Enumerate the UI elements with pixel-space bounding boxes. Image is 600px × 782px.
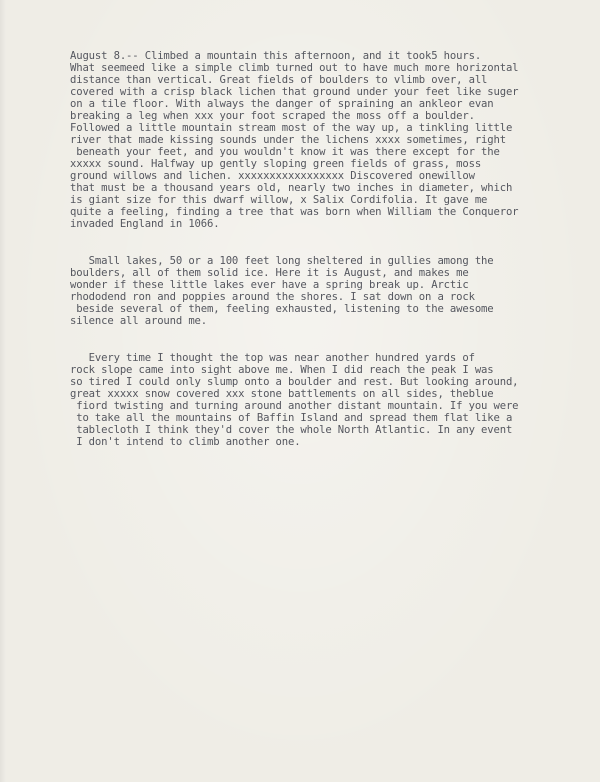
text-line: rock slope came into sight above me. When I did reach the peak I was	[70, 364, 494, 376]
text-line: great xxxxx snow covered xxx stone battlements on all sides, theblue	[70, 388, 494, 400]
text-line: covered with a crisp black lichen that ground under your feet like suger	[70, 86, 519, 98]
text-line: distance than vertical. Great fields of boulders to vlimb over, all	[70, 74, 488, 86]
text-line: I don't intend to climb another one.	[70, 436, 301, 448]
text-line: rhododend ron and poppies around the shores. I sat down on a rock	[70, 291, 475, 303]
text-line: wonder if these little lakes ever have a spring break up. Arctic	[70, 279, 469, 291]
text-line: is giant size for this dwarf willow, x Salix Cordifolia. It gave me	[70, 194, 488, 206]
text-line: ground willows and lichen. xxxxxxxxxxxxxxxxx Discovered onewillow	[70, 170, 475, 182]
text-line: fiord twisting and turning around another distant mountain. If you were	[70, 400, 519, 412]
text-line: boulders, all of them solid ice. Here it is August, and makes me	[70, 267, 469, 279]
page-edge-shadow	[0, 0, 6, 782]
text-line: silence all around me.	[70, 315, 208, 327]
paragraph-small-lakes	[70, 255, 590, 327]
paragraph-reaching-peak	[70, 352, 590, 448]
text-line: breaking a leg when xxx your foot scraped the moss off a boulder.	[70, 110, 475, 122]
paragraph-mountain-climb	[70, 50, 590, 230]
text-line: What seemeed like a simple climb turned out to have much more horizontal	[70, 62, 519, 74]
text-line: to take all the mountains of Baffin Island and spread them flat like a	[70, 412, 513, 424]
text-line: beside several of them, feeling exhausted, listening to the awesome	[70, 303, 494, 315]
text-line: xxxxx sound. Halfway up gently sloping green fields of grass, moss	[70, 158, 482, 170]
text-line: quite a feeling, finding a tree that was born when William the Conqueror	[70, 206, 519, 218]
text-line: that must be a thousand years old, nearly two inches in diameter, which	[70, 182, 513, 194]
text-line: Followed a little mountain stream most of the way up, a tinkling little	[70, 122, 513, 134]
text-line: river that made kissing sounds under the lichens xxxx sometimes, right	[70, 134, 506, 146]
text-line: Every time I thought the top was near another hundred yards of	[70, 352, 475, 364]
text-line: beneath your feet, and you wouldn't know it was there except for the	[70, 146, 500, 158]
text-line: so tired I could only slump onto a boulder and rest. But looking around,	[70, 376, 519, 388]
text-line: August 8.-- Climbed a mountain this afternoon, and it took5 hours.	[70, 50, 482, 62]
text-line: tablecloth I think they'd cover the whole North Atlantic. In any event	[70, 424, 513, 436]
text-line: invaded England in 1066.	[70, 218, 220, 230]
typed-letter-text	[70, 26, 590, 472]
text-line: Small lakes, 50 or a 100 feet long sheltered in gullies among the	[70, 255, 494, 267]
text-line: on a tile floor. With always the danger of spraining an ankleor evan	[70, 98, 494, 110]
